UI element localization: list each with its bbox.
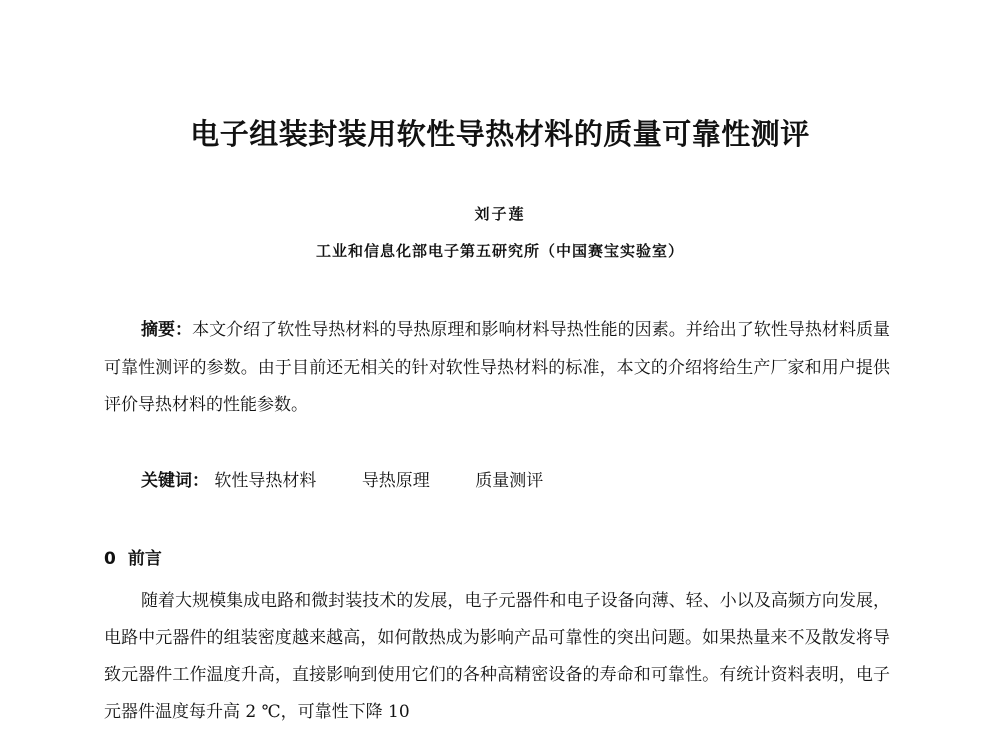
keywords [141,466,583,496]
keyword-item: 质量测评 [475,471,544,491]
section-body-text: 随着大规模集成电路和微封装技术的发展，电子元器件和电子设备向薄、轻、小以及高频方向发展，电路中元器件的组装密度越来越高，如何散热成为影响产品可靠性的突出问题。如果热量来不及散发将导致元器件工作温度升高，直接影响到使用它们的各种高精密设备的寿命和可靠性。有统计资料表明，电子元器件温度每升高 2 ℃，可靠性下降 10 [104,591,890,722]
abstract-text: 本文介绍了软性导热材料的导热原理和影响材料导热性能的因素。并给出了软性导热材料质量可靠性测评的参数。由于目前还无相关的针对软性导热材料的标准，本文的介绍将给生产厂家和用户提供评价导热材料的性能参数。 [104,320,891,415]
paper-title: 电子组装封装用软性导热材料的质量可靠性测评 [190,117,810,151]
keyword-item: 软性导热材料 [214,471,317,491]
section-number: 0 [104,549,116,569]
author-affiliation: 工业和信息化部电子第五研究所（中国赛宝实验室） [315,242,684,260]
section-title: 前言 [127,549,162,569]
section-heading [104,544,162,574]
abstract-label: 摘要： [141,320,193,340]
author-name: 刘子莲 [474,205,526,223]
keyword-item: 导热原理 [361,471,430,491]
keywords-label: 关键词： [141,471,209,491]
abstract [104,312,890,425]
